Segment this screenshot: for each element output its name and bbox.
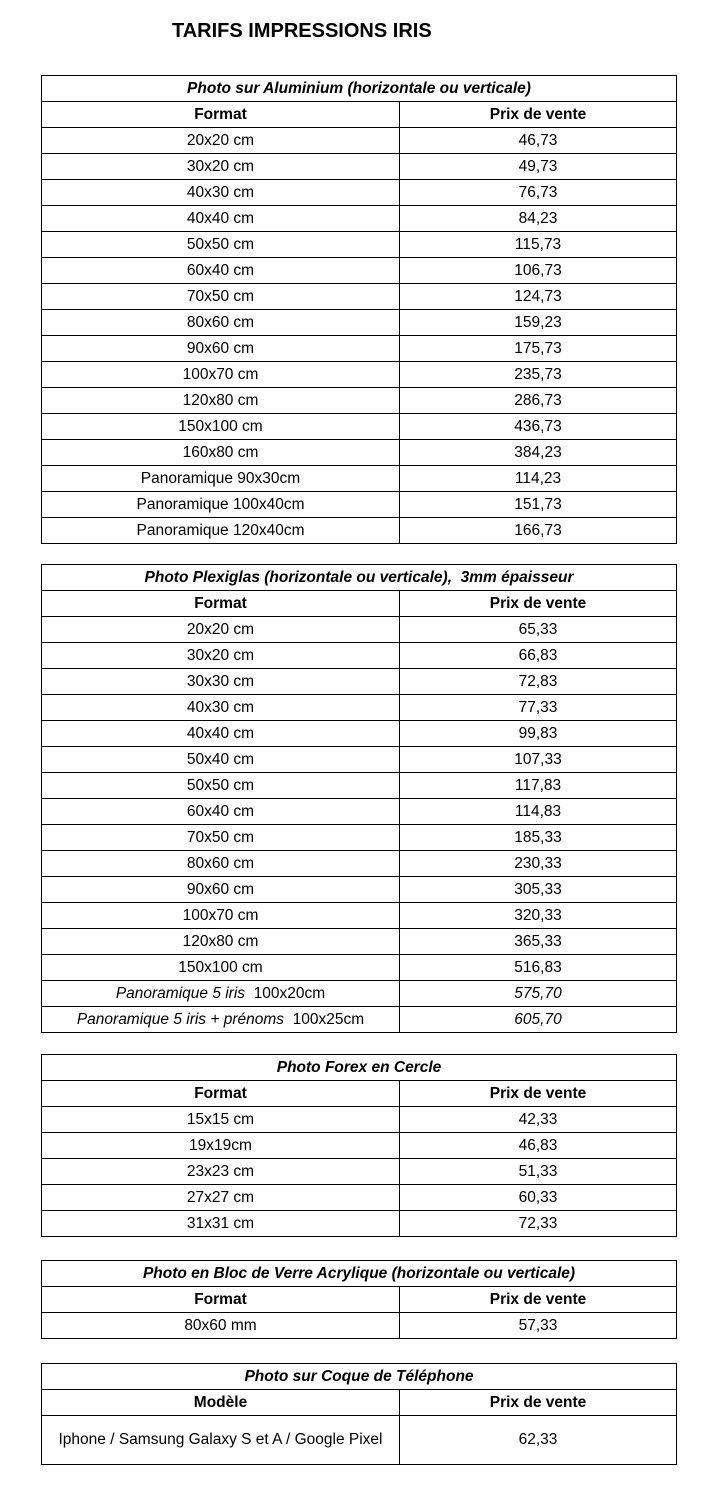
format-cell: 40x30 cm (42, 695, 400, 721)
table-row (42, 440, 677, 466)
format-cell: Panoramique 120x40cm (42, 518, 400, 544)
column-header-model: Modèle (42, 1390, 400, 1416)
table-row (42, 232, 677, 258)
table-row (42, 669, 677, 695)
table-heading: Photo sur Aluminium (horizontale ou verticale) (42, 76, 677, 102)
format-cell: 50x40 cm (42, 747, 400, 773)
format-size-part: 100x25cm (284, 1010, 365, 1028)
table-row (42, 747, 677, 773)
price-cell: 66,83 (400, 643, 677, 669)
format-cell: 80x60 cm (42, 310, 400, 336)
format-cell: 60x40 cm (42, 799, 400, 825)
price-cell: 77,33 (400, 695, 677, 721)
column-header-price: Prix de vente (400, 102, 677, 128)
table-row (42, 903, 677, 929)
price-cell: 60,33 (400, 1185, 677, 1211)
table-row (42, 154, 677, 180)
format-cell: 31x31 cm (42, 1211, 400, 1237)
format-cell: 70x50 cm (42, 825, 400, 851)
model-cell: Iphone / Samsung Galaxy S et A / Google Pixel (42, 1416, 400, 1465)
table-row (42, 206, 677, 232)
column-header-price: Prix de vente (400, 1287, 677, 1313)
table-row (42, 851, 677, 877)
price-cell: 117,83 (400, 773, 677, 799)
table-row (42, 284, 677, 310)
table-row (42, 877, 677, 903)
price-cell: 166,73 (400, 518, 677, 544)
column-header-format: Format (42, 1081, 400, 1107)
table-row (42, 721, 677, 747)
column-header-format: Format (42, 591, 400, 617)
table-row (42, 1416, 677, 1465)
table-row (42, 1313, 677, 1339)
price-cell: 516,83 (400, 955, 677, 981)
format-cell: Panoramique 100x40cm (42, 492, 400, 518)
format-size-part: 100x20cm (245, 984, 326, 1002)
format-cell (42, 1007, 400, 1033)
table-row (42, 981, 677, 1007)
format-cell: 100x70 cm (42, 362, 400, 388)
price-table-acrylic-block (41, 1260, 677, 1339)
price-cell: 175,73 (400, 336, 677, 362)
table-row (42, 1133, 677, 1159)
format-italic-part: Panoramique 5 iris (115, 984, 246, 1002)
column-header-format: Format (42, 102, 400, 128)
format-cell: 80x60 cm (42, 851, 400, 877)
format-cell: 50x50 cm (42, 232, 400, 258)
format-cell (42, 981, 400, 1007)
table-row (42, 388, 677, 414)
table-row (42, 1107, 677, 1133)
column-header-price: Prix de vente (400, 1081, 677, 1107)
price-cell: 230,33 (400, 851, 677, 877)
format-cell: 100x70 cm (42, 903, 400, 929)
table-row (42, 466, 677, 492)
price-cell: 605,70 (400, 1007, 677, 1033)
column-header-price: Prix de vente (400, 1390, 677, 1416)
format-cell: Panoramique 90x30cm (42, 466, 400, 492)
price-cell: 159,23 (400, 310, 677, 336)
format-cell: 40x40 cm (42, 206, 400, 232)
table-row (42, 643, 677, 669)
price-cell: 305,33 (400, 877, 677, 903)
format-cell: 30x20 cm (42, 643, 400, 669)
price-cell: 114,83 (400, 799, 677, 825)
format-cell: 120x80 cm (42, 388, 400, 414)
price-table-forex (41, 1054, 677, 1237)
format-cell: 90x60 cm (42, 336, 400, 362)
table-row (42, 518, 677, 544)
format-cell: 90x60 cm (42, 877, 400, 903)
table-row (42, 362, 677, 388)
price-cell: 65,33 (400, 617, 677, 643)
table-heading: Photo Plexiglas (horizontale ou verticale), 3mm épaisseur (42, 565, 677, 591)
format-cell: 60x40 cm (42, 258, 400, 284)
price-cell: 51,33 (400, 1159, 677, 1185)
price-cell: 46,83 (400, 1133, 677, 1159)
table-row (42, 310, 677, 336)
price-cell: 235,73 (400, 362, 677, 388)
table-heading: Photo Forex en Cercle (42, 1055, 677, 1081)
price-cell: 124,73 (400, 284, 677, 310)
price-cell: 84,23 (400, 206, 677, 232)
table-row (42, 695, 677, 721)
format-cell: 150x100 cm (42, 414, 400, 440)
price-cell: 99,83 (400, 721, 677, 747)
document-title: TARIFS IMPRESSIONS IRIS (172, 20, 432, 42)
format-cell: 160x80 cm (42, 440, 400, 466)
price-cell: 575,70 (400, 981, 677, 1007)
table-row (42, 1159, 677, 1185)
price-cell: 151,73 (400, 492, 677, 518)
price-cell: 72,33 (400, 1211, 677, 1237)
price-table-plexiglas (41, 564, 677, 1033)
table-row (42, 1007, 677, 1033)
table-row (42, 414, 677, 440)
price-cell: 320,33 (400, 903, 677, 929)
format-cell: 19x19cm (42, 1133, 400, 1159)
table-heading: Photo en Bloc de Verre Acrylique (horizontale ou verticale) (42, 1261, 677, 1287)
price-table-aluminium (41, 75, 677, 544)
format-cell: 23x23 cm (42, 1159, 400, 1185)
price-cell: 46,73 (400, 128, 677, 154)
column-header-price: Prix de vente (400, 591, 677, 617)
format-cell: 40x30 cm (42, 180, 400, 206)
price-table-phone-case (41, 1363, 677, 1465)
price-cell: 185,33 (400, 825, 677, 851)
table-row (42, 1185, 677, 1211)
table-row (42, 492, 677, 518)
price-cell: 286,73 (400, 388, 677, 414)
table-heading: Photo sur Coque de Téléphone (42, 1364, 677, 1390)
price-cell: 114,23 (400, 466, 677, 492)
table-row (42, 773, 677, 799)
price-cell: 49,73 (400, 154, 677, 180)
format-cell: 30x30 cm (42, 669, 400, 695)
format-cell: 15x15 cm (42, 1107, 400, 1133)
format-cell: 40x40 cm (42, 721, 400, 747)
table-row (42, 180, 677, 206)
price-cell: 365,33 (400, 929, 677, 955)
table-row (42, 955, 677, 981)
format-cell: 80x60 mm (42, 1313, 400, 1339)
format-cell: 150x100 cm (42, 955, 400, 981)
format-cell: 20x20 cm (42, 617, 400, 643)
table-row (42, 258, 677, 284)
table-row (42, 799, 677, 825)
table-row (42, 128, 677, 154)
format-cell: 70x50 cm (42, 284, 400, 310)
format-cell: 27x27 cm (42, 1185, 400, 1211)
price-cell: 72,83 (400, 669, 677, 695)
table-row (42, 617, 677, 643)
price-cell: 436,73 (400, 414, 677, 440)
format-cell: 30x20 cm (42, 154, 400, 180)
price-cell: 57,33 (400, 1313, 677, 1339)
format-italic-part: Panoramique 5 iris + prénoms (76, 1010, 285, 1028)
price-cell: 42,33 (400, 1107, 677, 1133)
price-cell: 62,33 (400, 1416, 677, 1465)
format-cell: 50x50 cm (42, 773, 400, 799)
format-cell: 20x20 cm (42, 128, 400, 154)
price-cell: 115,73 (400, 232, 677, 258)
format-cell: 120x80 cm (42, 929, 400, 955)
price-cell: 384,23 (400, 440, 677, 466)
price-cell: 106,73 (400, 258, 677, 284)
table-row (42, 336, 677, 362)
table-row (42, 1211, 677, 1237)
column-header-format: Format (42, 1287, 400, 1313)
table-row (42, 825, 677, 851)
price-cell: 76,73 (400, 180, 677, 206)
table-row (42, 929, 677, 955)
price-cell: 107,33 (400, 747, 677, 773)
